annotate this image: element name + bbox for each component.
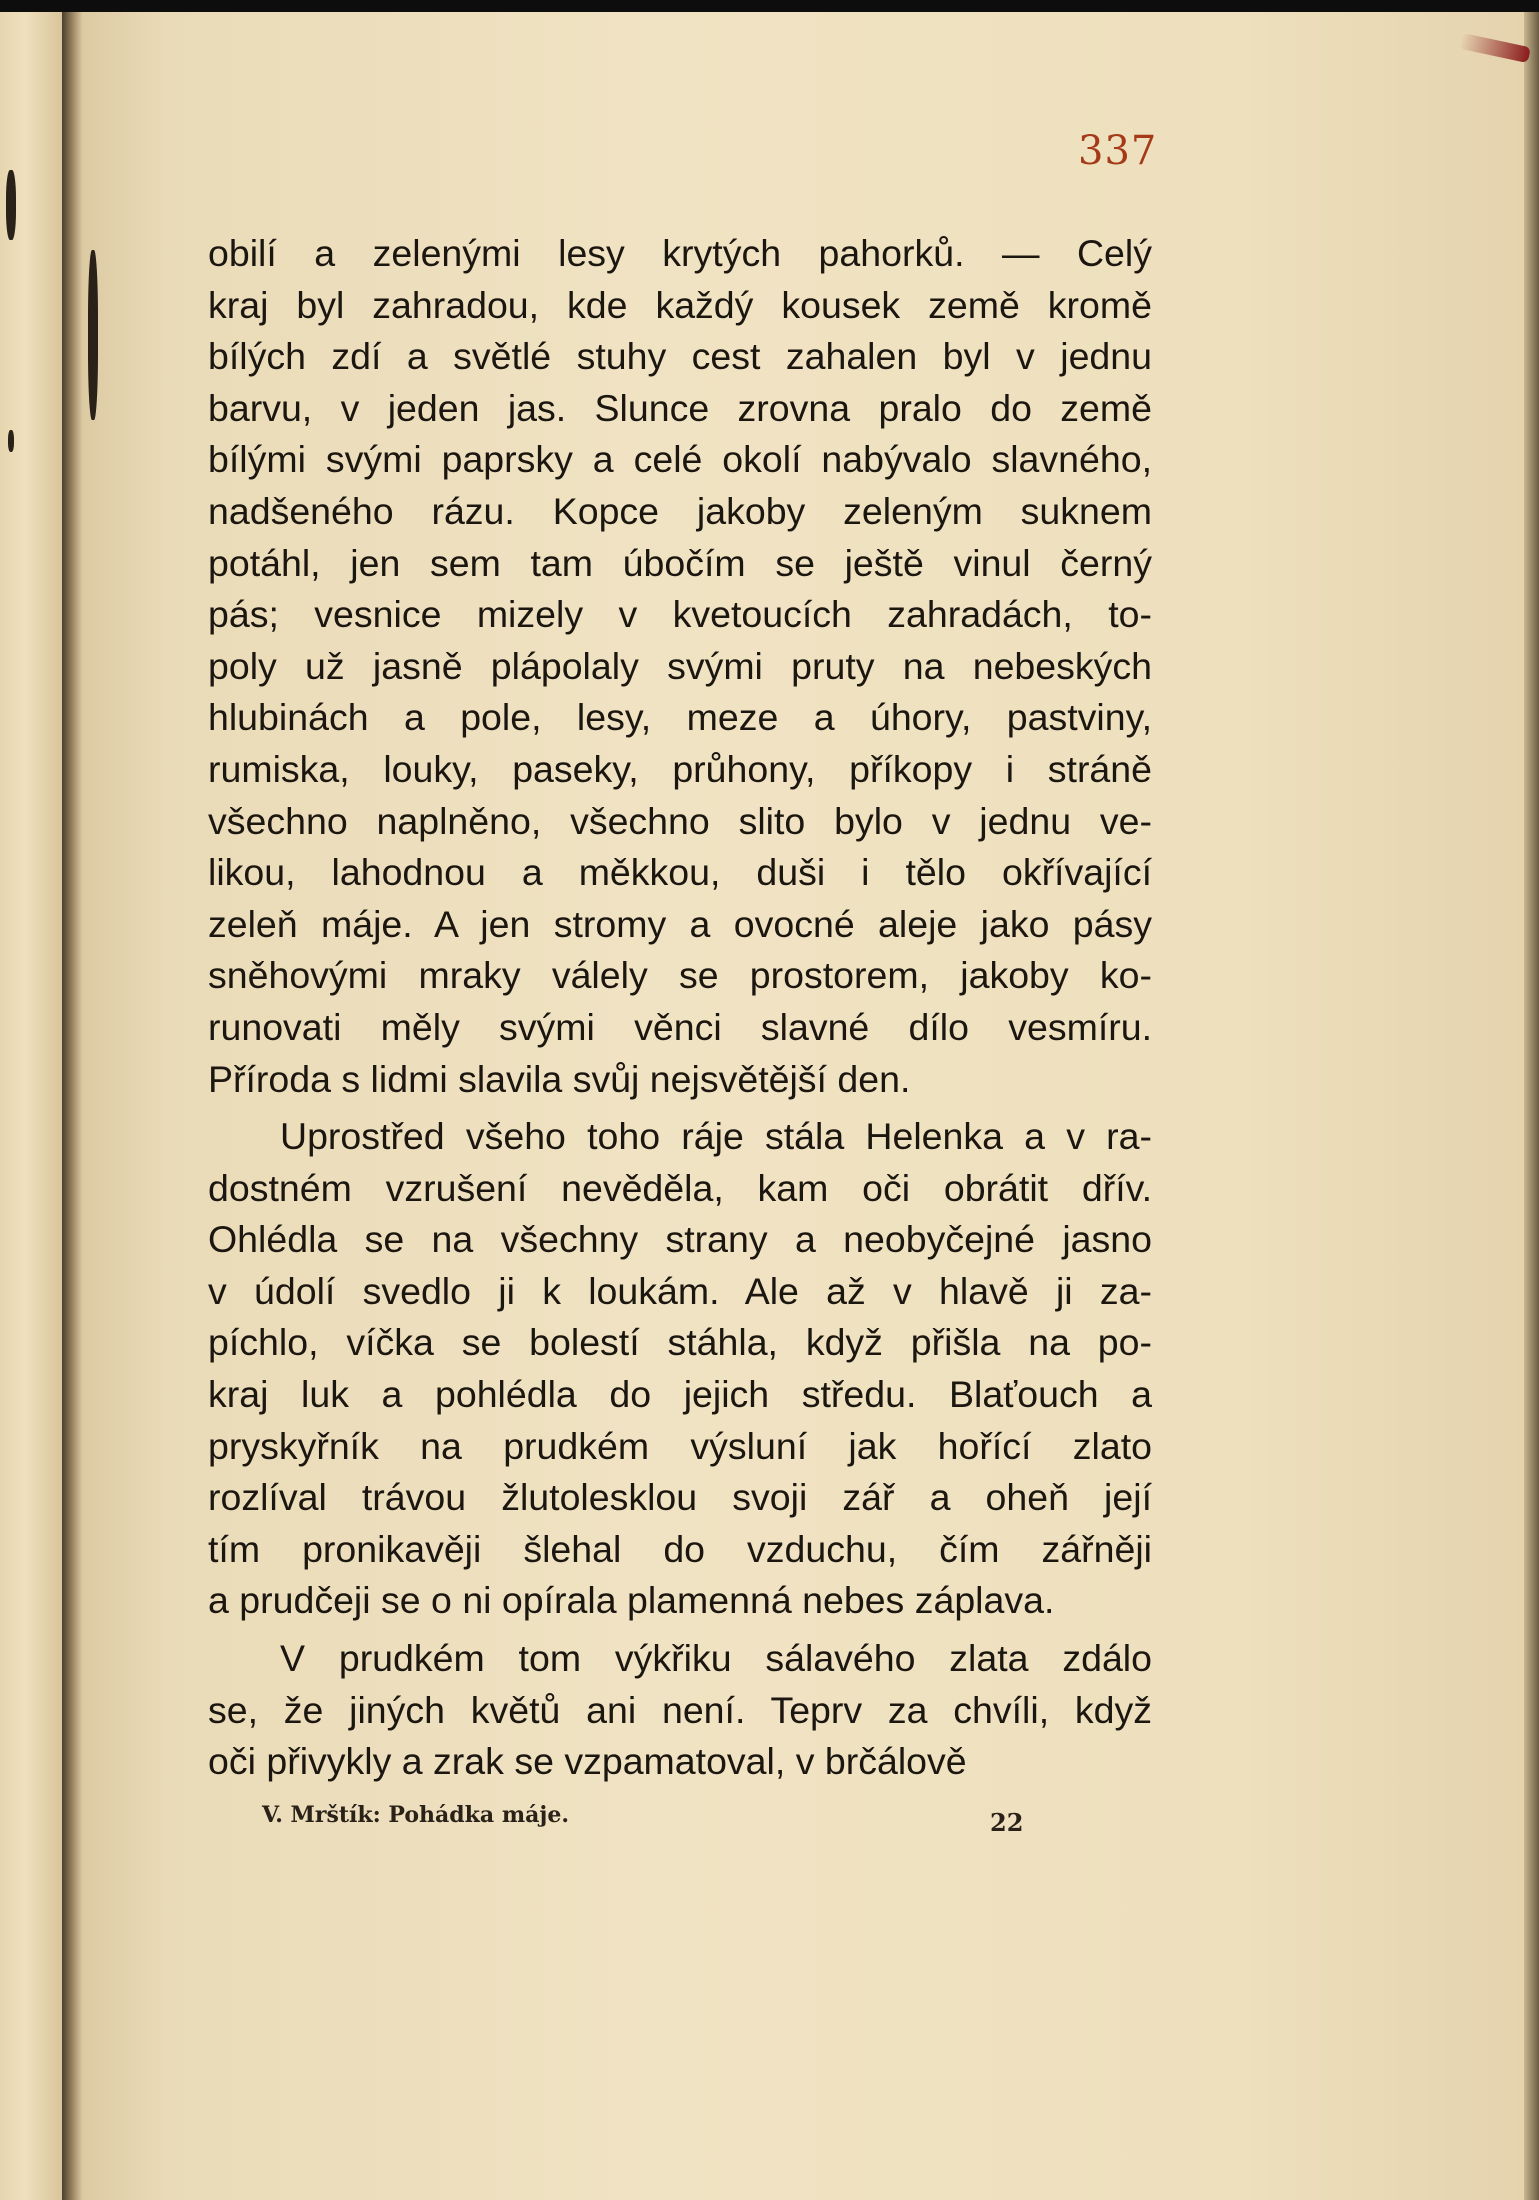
text-line: potáhl, jen sem tam úbočím se ještě vinul černý — [208, 541, 1152, 584]
text-line: pás; vesnice mizely v kvetoucích zahradách, to- — [208, 593, 1152, 636]
text-line: runovati měly svými věnci slavné dílo vesmíru. — [208, 1005, 1152, 1048]
text-line: dostném vzrušení nevěděla, kam oči obrátit dřív. — [208, 1166, 1152, 1209]
page-edge — [1524, 12, 1539, 2200]
facing-page-edge — [0, 12, 62, 2200]
text-line: a prudčeji se o ni opírala plamenná nebes záplava. — [208, 1579, 1055, 1622]
text-line: se, že jiných květů ani není. Teprv za chvíli, když — [208, 1688, 1152, 1731]
ink-mark — [88, 250, 98, 420]
text-line: bílých zdí a světlé stuhy cest zahalen byl v jednu — [208, 335, 1152, 378]
text-line: poly už jasně plápolaly svými pruty na nebeských — [208, 644, 1152, 687]
text-line: rumiska, louky, paseky, průhony, příkopy i stráně — [208, 747, 1152, 790]
paragraph — [208, 1633, 1152, 1788]
ink-mark — [6, 170, 16, 240]
signature-mark: 22 — [990, 1808, 1024, 1837]
text-line: obilí a zelenými lesy krytých pahorků. — Celý — [208, 232, 1152, 274]
page-body-text — [208, 228, 1152, 1788]
text-line: Ohlédla se na všechny strany a neobyčejné jasno — [208, 1218, 1152, 1261]
text-line: likou, lahodnou a měkkou, duši i tělo okřívající — [208, 851, 1152, 894]
text-line: zeleň máje. A jen stromy a ovocné aleje jako pásy — [208, 902, 1152, 945]
text-line: hlubinách a pole, lesy, meze a úhory, pastviny, — [208, 696, 1152, 739]
text-line: všechno naplněno, všechno slito bylo v jednu ve- — [208, 799, 1152, 842]
footer-title: V. Mrštík: Pohádka máje. — [262, 1802, 569, 1828]
text-line: bílými svými paprsky a celé okolí nabývalo slavného, — [208, 438, 1152, 481]
book-gutter — [62, 12, 82, 2200]
text-line: rozlíval trávou žlutolesklou svoji zář a oheň její — [208, 1476, 1152, 1519]
text-line: barvu, v jeden jas. Slunce zrovna pralo do země — [208, 386, 1152, 429]
text-line: v údolí svedlo ji k loukám. Ale až v hlavě ji za- — [208, 1269, 1152, 1312]
text-line: kraj byl zahradou, kde každý kousek země kromě — [208, 283, 1152, 326]
paragraph — [208, 1111, 1152, 1627]
text-line: Příroda s lidmi slavila svůj nejsvětější den. — [208, 1057, 911, 1100]
text-line: pryskyřník na prudkém výsluní jak hořící zlato — [208, 1424, 1152, 1467]
text-line: sněhovými mraky válely se prostorem, jakoby ko- — [208, 954, 1152, 997]
text-line: píchlo, víčka se bolestí stáhla, když přišla na po- — [208, 1321, 1152, 1364]
text-line: kraj luk a pohlédla do jejich středu. Blaťouch a — [208, 1373, 1152, 1416]
text-line: V prudkém tom výkřiku sálavého zlata zdálo — [280, 1637, 1152, 1680]
paragraph — [208, 228, 1152, 1105]
text-line: nadšeného rázu. Kopce jakoby zeleným suknem — [208, 489, 1152, 532]
text-line: Uprostřed všeho toho ráje stála Helenka a v ra- — [280, 1115, 1152, 1158]
text-line: tím pronikavěji šlehal do vzduchu, čím zářněji — [208, 1527, 1152, 1570]
page-number: 337 — [1078, 128, 1158, 174]
text-line: oči přivykly a zrak se vzpamatoval, v brčálově — [208, 1740, 967, 1783]
ink-mark — [8, 430, 14, 452]
